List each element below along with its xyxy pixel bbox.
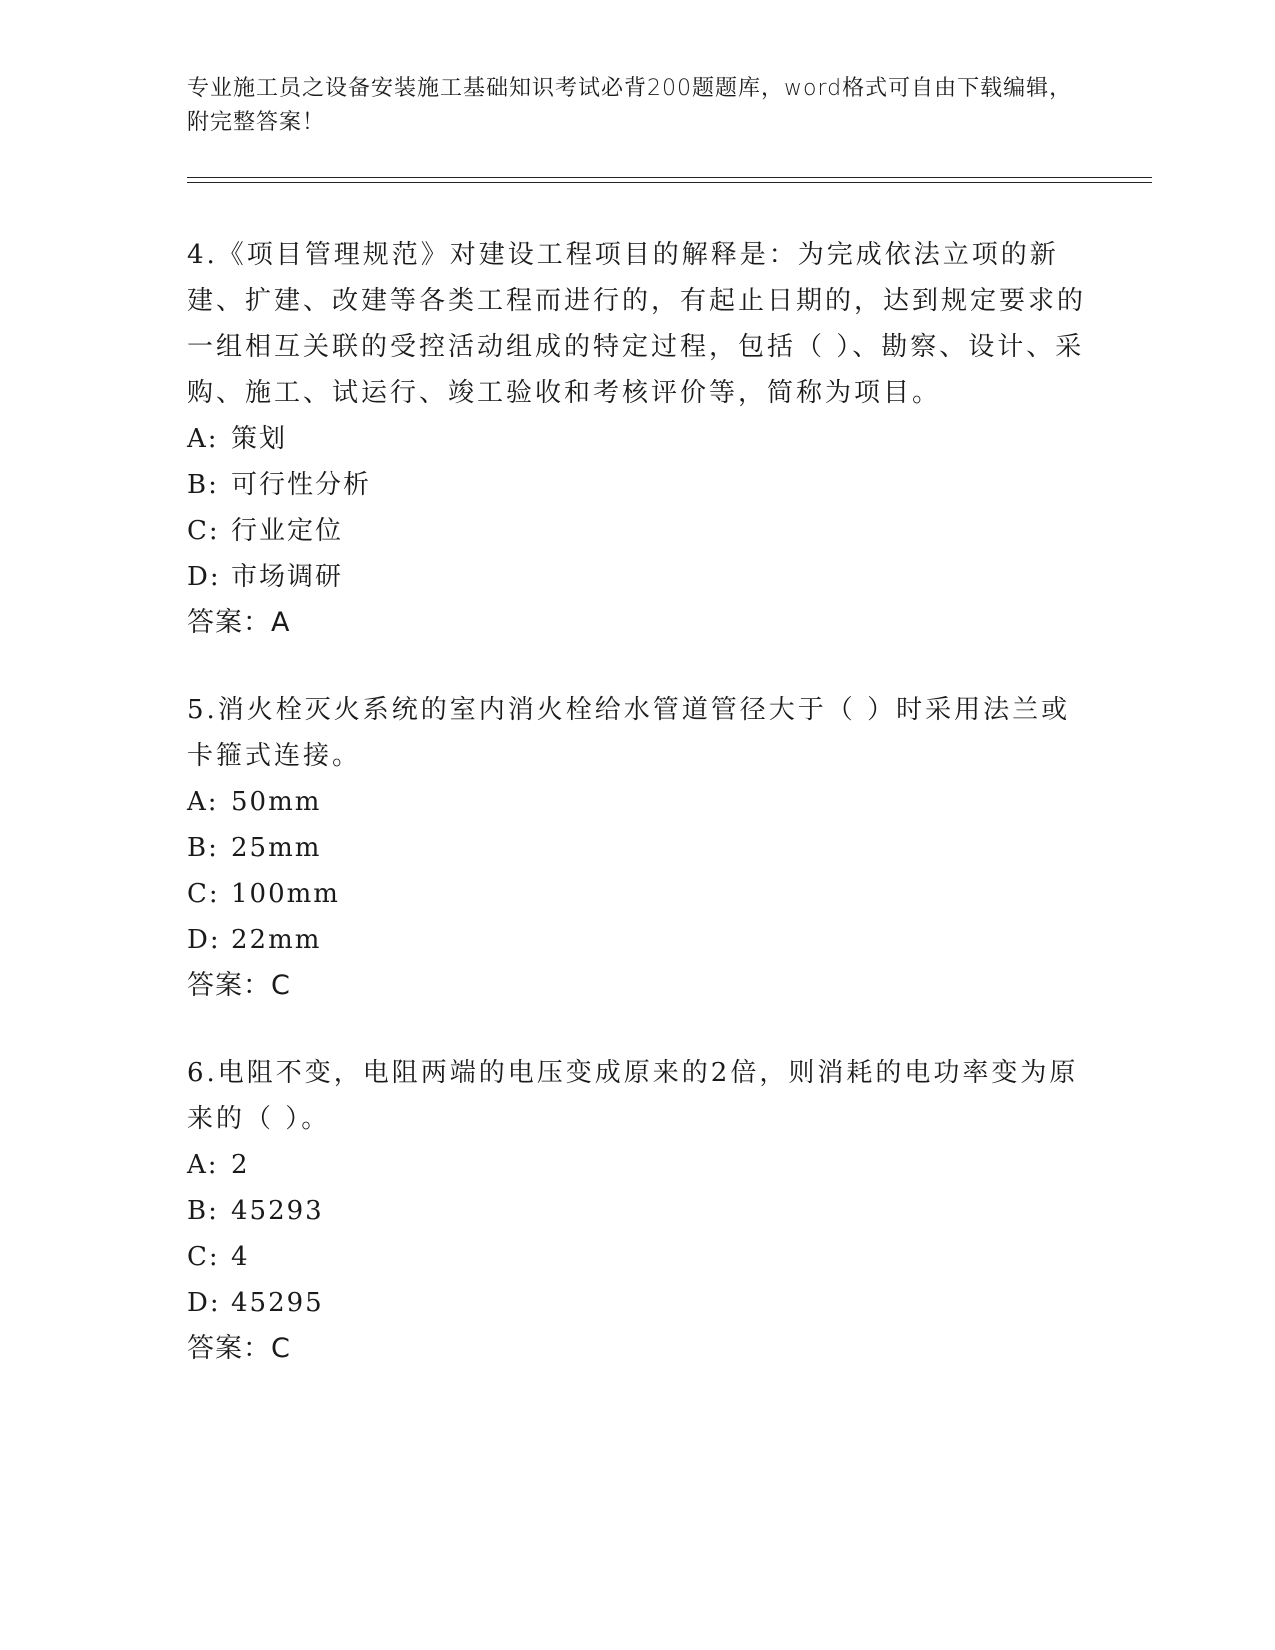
option-key: B: bbox=[187, 470, 219, 500]
answer-line: 答案：C bbox=[187, 970, 291, 1001]
question-6 bbox=[187, 1050, 1087, 1372]
option-a bbox=[187, 779, 1087, 825]
option-text: 25mm bbox=[231, 833, 322, 863]
option-a bbox=[187, 416, 1087, 462]
question-5 bbox=[187, 687, 1087, 1009]
option-key: A: bbox=[187, 1150, 219, 1180]
option-c bbox=[187, 871, 1087, 917]
question-stem: 6.电阻不变，电阻两端的电压变成原来的2倍，则消耗的电功率变为原来的（ ）。 bbox=[187, 1058, 1079, 1134]
option-text: 50mm bbox=[231, 787, 322, 817]
option-key: D: bbox=[187, 1288, 221, 1318]
option-text: 22mm bbox=[231, 925, 322, 955]
option-key: A: bbox=[187, 424, 219, 454]
option-text: 2 bbox=[231, 1150, 250, 1180]
option-key: C: bbox=[187, 879, 220, 909]
header-rule-bottom bbox=[187, 182, 1152, 183]
option-c bbox=[187, 1234, 1087, 1280]
option-b bbox=[187, 462, 1087, 508]
option-text: 策划 bbox=[231, 424, 288, 454]
option-text: 行业定位 bbox=[231, 516, 344, 546]
option-a bbox=[187, 1142, 1087, 1188]
option-text: 45293 bbox=[231, 1196, 324, 1226]
document-header: 专业施工员之设备安装施工基础知识考试必背200题题库，word格式可自由下载编辑，附完整答案！ bbox=[187, 76, 1073, 135]
question-stem: 5.消火栓灭火系统的室内消火栓给水管道管径大于（ ）时采用法兰或卡箍式连接。 bbox=[187, 695, 1071, 771]
option-b bbox=[187, 1188, 1087, 1234]
option-d bbox=[187, 917, 1087, 963]
option-d bbox=[187, 1280, 1087, 1326]
option-text: 可行性分析 bbox=[231, 470, 372, 500]
option-key: D: bbox=[187, 925, 221, 955]
option-key: A: bbox=[187, 787, 219, 817]
answer-line: 答案：A bbox=[187, 607, 291, 638]
option-key: B: bbox=[187, 833, 219, 863]
option-key: D: bbox=[187, 562, 221, 592]
option-text: 45295 bbox=[231, 1288, 324, 1318]
option-text: 100mm bbox=[231, 879, 340, 909]
answer-line: 答案：C bbox=[187, 1333, 291, 1364]
header-rule-top bbox=[187, 177, 1152, 178]
option-d bbox=[187, 554, 1087, 600]
option-key: B: bbox=[187, 1196, 219, 1226]
option-b bbox=[187, 825, 1087, 871]
option-key: C: bbox=[187, 1242, 220, 1272]
option-text: 4 bbox=[231, 1242, 250, 1272]
option-key: C: bbox=[187, 516, 220, 546]
question-stem: 4.《项目管理规范》对建设工程项目的解释是：为完成依法立项的新建、扩建、改建等各类工程而进行的，有起止日期的，达到规定要求的一组相互关联的受控活动组成的特定过程，包括（ ）、勘察、设计、采购、施工、试运行、竣工验收和考核评价等，简称为项目。 bbox=[187, 240, 1087, 408]
option-c bbox=[187, 508, 1087, 554]
question-4 bbox=[187, 232, 1087, 646]
option-text: 市场调研 bbox=[231, 562, 344, 592]
